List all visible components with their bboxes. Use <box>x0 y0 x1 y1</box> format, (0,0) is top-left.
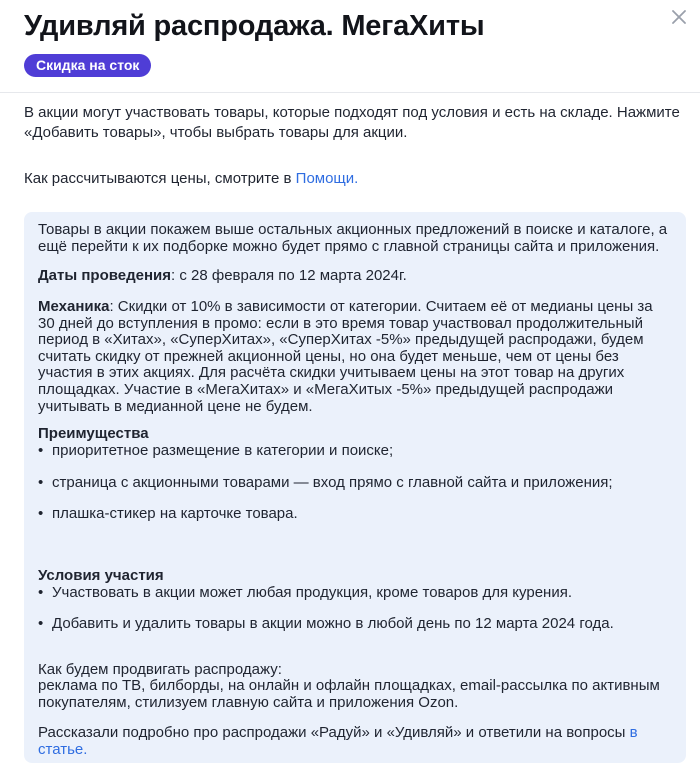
promotion-text: реклама по ТВ, билборды, на онлайн и офлайн площадках, email-рассылка по активным покупателям, стилизуем главную сайта и приложения Ozon. <box>38 677 660 711</box>
pricing-help-text <box>24 169 358 189</box>
article-link[interactable]: в статье. <box>38 724 638 758</box>
promo-info-box <box>24 212 686 763</box>
promo-dates <box>38 268 672 285</box>
article-prefix: Рассказали подробно про распродажи «Радуй» и «Удивляй» и ответили на вопросы <box>38 724 630 741</box>
advantages-title: Преимущества <box>38 425 149 442</box>
help-link[interactable]: Помощи. <box>295 170 359 187</box>
dates-value: : с 28 февраля по 12 марта 2024г. <box>171 267 407 284</box>
mechanics-text: : Скидки от 10% в зависимости от категории. Считаем её от медианы цены за 30 дней до вступления в промо: если в это время товар участвовал продолжительный период в «Хитах», «СуперХитах», «СуперХитах -5%» предыдущей распродажи, будем считать скидку от прежней акционной цены, но она будет меньше, чем от цены без участия в этих акциях. Для расчёта скидки учитываем цены на этот товар на других площадках. Участие в «МегаХитах» и «МегаХитых -5%» предыдущей распродажи учитывать в медианной цене не будем. <box>38 298 653 415</box>
list-item: • приоритетное размещение в категории и поиске; <box>38 442 394 459</box>
list-item: • страница с акционными товарами — вход прямо с главной сайта и приложения; <box>38 474 613 491</box>
conditions-title: Условия участия <box>38 567 164 584</box>
intro-text: В акции могут участвовать товары, которые подходят под условия и есть на складе. Нажмите «Добавить товары», чтобы выбрать товары для акции. <box>24 104 680 141</box>
list-item: • Участвовать в акции может любая продукция, кроме товаров для курения. <box>38 584 572 601</box>
pricing-help-prefix: Как рассчитываются цены, смотрите в <box>24 170 296 187</box>
promo-description: Товары в акции покажем выше остальных акционных предложений в поиске и каталоге, а ещё перейти к их подборке можно будет прямо с главной страницы сайта и приложения. <box>38 221 668 255</box>
promo-type-badge: Скидка на сток <box>24 54 151 77</box>
promo-mechanics <box>38 299 672 415</box>
header-divider <box>0 92 700 93</box>
close-icon <box>672 10 686 24</box>
close-button[interactable] <box>668 6 690 28</box>
list-item: • плашка-стикер на карточке товара. <box>38 505 298 522</box>
modal-title: Удивляй распродажа. МегаХиты <box>24 10 485 42</box>
article-text <box>38 725 672 758</box>
dates-label: Даты проведения <box>38 267 172 284</box>
mechanics-label: Механика <box>38 298 110 315</box>
promotion-title: Как будем продвигать распродажу: <box>38 661 282 678</box>
list-item: • Добавить и удалить товары в акции можно в любой день по 12 марта 2024 года. <box>38 615 614 632</box>
